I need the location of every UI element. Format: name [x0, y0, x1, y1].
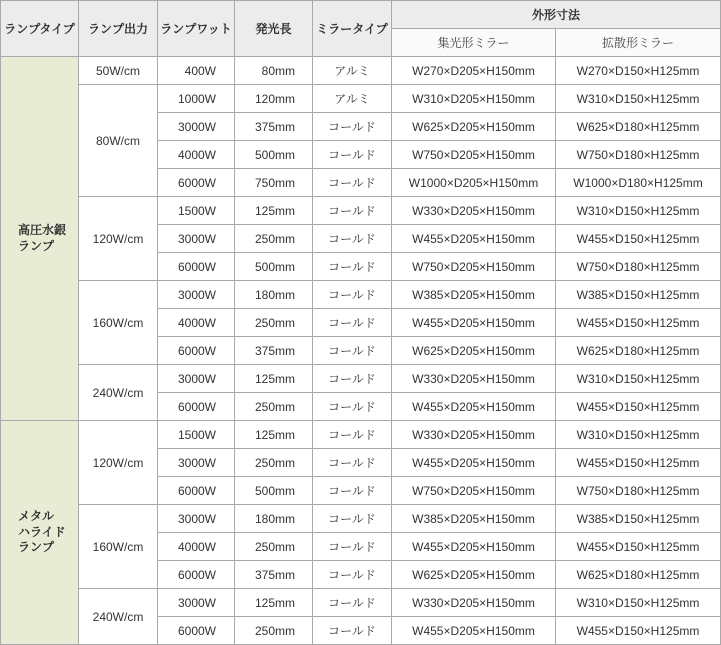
- diffuse-mirror-dimension-cell: W625×D180×H125mm: [556, 561, 720, 588]
- lamp-type-line: ランプ: [18, 540, 55, 555]
- focus-mirror-dimension-cell: W625×D205×H150mm: [392, 113, 555, 140]
- diffuse-mirror-dimension-cell: W625×D180×H125mm: [556, 337, 720, 364]
- lamp-watt-cell: 400W: [158, 57, 234, 84]
- lamp-watt-cell: 1000W: [158, 85, 234, 112]
- diffuse-mirror-dimension-cell: W385×D150×H125mm: [556, 505, 720, 532]
- diffuse-mirror-dimension-cell: W270×D150×H125mm: [556, 57, 720, 84]
- focus-mirror-dimension-cell: W330×D205×H150mm: [392, 421, 555, 448]
- emission-length-cell: 120mm: [235, 85, 312, 112]
- lamp-watt-cell: 1500W: [158, 421, 234, 448]
- header-emission-length: 発光長: [235, 1, 312, 56]
- lamp-watt-cell: 6000W: [158, 617, 234, 644]
- mirror-type-cell: コールド: [313, 253, 391, 280]
- emission-length-cell: 180mm: [235, 505, 312, 532]
- mirror-type-cell: コールド: [313, 365, 391, 392]
- focus-mirror-dimension-cell: W750×D205×H150mm: [392, 477, 555, 504]
- lamp-type-cell: [1, 57, 78, 420]
- diffuse-mirror-dimension-cell: W455×D150×H125mm: [556, 533, 720, 560]
- lamp-type-line: メタル: [18, 509, 55, 524]
- emission-length-cell: 750mm: [235, 169, 312, 196]
- diffuse-mirror-dimension-cell: W750×D180×H125mm: [556, 253, 720, 280]
- lamp-watt-cell: 3000W: [158, 281, 234, 308]
- emission-length-cell: 125mm: [235, 589, 312, 616]
- mirror-type-cell: アルミ: [313, 57, 391, 84]
- diffuse-mirror-dimension-cell: W455×D150×H125mm: [556, 449, 720, 476]
- lamp-watt-cell: 4000W: [158, 533, 234, 560]
- mirror-type-cell: コールド: [313, 589, 391, 616]
- focus-mirror-dimension-cell: W310×D205×H150mm: [392, 85, 555, 112]
- mirror-type-cell: コールド: [313, 421, 391, 448]
- emission-length-cell: 375mm: [235, 561, 312, 588]
- focus-mirror-dimension-cell: W455×D205×H150mm: [392, 617, 555, 644]
- diffuse-mirror-dimension-cell: W310×D150×H125mm: [556, 421, 720, 448]
- mirror-type-cell: コールド: [313, 477, 391, 504]
- focus-mirror-dimension-cell: W455×D205×H150mm: [392, 309, 555, 336]
- mirror-type-cell: コールド: [313, 141, 391, 168]
- lamp-output-cell: 240W/cm: [79, 589, 157, 644]
- emission-length-cell: 250mm: [235, 533, 312, 560]
- mirror-type-cell: コールド: [313, 225, 391, 252]
- mirror-type-cell: コールド: [313, 393, 391, 420]
- lamp-watt-cell: 1500W: [158, 197, 234, 224]
- focus-mirror-dimension-cell: W455×D205×H150mm: [392, 393, 555, 420]
- mirror-type-cell: コールド: [313, 309, 391, 336]
- lamp-output-cell: 120W/cm: [79, 197, 157, 280]
- diffuse-mirror-dimension-cell: W455×D150×H125mm: [556, 225, 720, 252]
- lamp-watt-cell: 3000W: [158, 505, 234, 532]
- diffuse-mirror-dimension-cell: W310×D150×H125mm: [556, 85, 720, 112]
- diffuse-mirror-dimension-cell: W455×D150×H125mm: [556, 393, 720, 420]
- lamp-watt-cell: 3000W: [158, 449, 234, 476]
- emission-length-cell: 125mm: [235, 365, 312, 392]
- emission-length-cell: 250mm: [235, 309, 312, 336]
- diffuse-mirror-dimension-cell: W1000×D180×H125mm: [556, 169, 720, 196]
- focus-mirror-dimension-cell: W1000×D205×H150mm: [392, 169, 555, 196]
- mirror-type-cell: コールド: [313, 533, 391, 560]
- emission-length-cell: 500mm: [235, 253, 312, 280]
- emission-length-cell: 500mm: [235, 477, 312, 504]
- diffuse-mirror-dimension-cell: W385×D150×H125mm: [556, 281, 720, 308]
- mirror-type-cell: アルミ: [313, 85, 391, 112]
- focus-mirror-dimension-cell: W330×D205×H150mm: [392, 197, 555, 224]
- lamp-watt-cell: 4000W: [158, 309, 234, 336]
- lamp-output-cell: 240W/cm: [79, 365, 157, 420]
- emission-length-cell: 375mm: [235, 337, 312, 364]
- header-focus-mirror: 集光形ミラー: [392, 29, 555, 56]
- focus-mirror-dimension-cell: W455×D205×H150mm: [392, 533, 555, 560]
- emission-length-cell: 250mm: [235, 617, 312, 644]
- lamp-type-line: ランプ: [18, 238, 55, 253]
- emission-length-cell: 250mm: [235, 393, 312, 420]
- diffuse-mirror-dimension-cell: W455×D150×H125mm: [556, 309, 720, 336]
- lamp-watt-cell: 4000W: [158, 141, 234, 168]
- focus-mirror-dimension-cell: W330×D205×H150mm: [392, 365, 555, 392]
- lamp-watt-cell: 3000W: [158, 113, 234, 140]
- lamp-type-line: ハライド: [18, 524, 66, 539]
- emission-length-cell: 375mm: [235, 113, 312, 140]
- focus-mirror-dimension-cell: W455×D205×H150mm: [392, 449, 555, 476]
- focus-mirror-dimension-cell: W625×D205×H150mm: [392, 561, 555, 588]
- mirror-type-cell: コールド: [313, 169, 391, 196]
- diffuse-mirror-dimension-cell: W750×D180×H125mm: [556, 141, 720, 168]
- focus-mirror-dimension-cell: W385×D205×H150mm: [392, 281, 555, 308]
- diffuse-mirror-dimension-cell: W310×D150×H125mm: [556, 589, 720, 616]
- diffuse-mirror-dimension-cell: W625×D180×H125mm: [556, 113, 720, 140]
- lamp-watt-cell: 3000W: [158, 365, 234, 392]
- lamp-watt-cell: 6000W: [158, 169, 234, 196]
- diffuse-mirror-dimension-cell: W750×D180×H125mm: [556, 477, 720, 504]
- mirror-type-cell: コールド: [313, 281, 391, 308]
- emission-length-cell: 500mm: [235, 141, 312, 168]
- mirror-type-cell: コールド: [313, 561, 391, 588]
- lamp-watt-cell: 6000W: [158, 253, 234, 280]
- lamp-watt-cell: 3000W: [158, 225, 234, 252]
- lamp-watt-cell: 6000W: [158, 337, 234, 364]
- mirror-type-cell: コールド: [313, 337, 391, 364]
- emission-length-cell: 180mm: [235, 281, 312, 308]
- mirror-type-cell: コールド: [313, 505, 391, 532]
- focus-mirror-dimension-cell: W385×D205×H150mm: [392, 505, 555, 532]
- diffuse-mirror-dimension-cell: W455×D150×H125mm: [556, 617, 720, 644]
- emission-length-cell: 250mm: [235, 225, 312, 252]
- header-mirror-type: ミラータイプ: [313, 1, 391, 56]
- focus-mirror-dimension-cell: W330×D205×H150mm: [392, 589, 555, 616]
- header-lamp-output: ランプ出力: [79, 1, 157, 56]
- emission-length-cell: 125mm: [235, 421, 312, 448]
- header-diffuse-mirror: 拡散形ミラー: [556, 29, 720, 56]
- header-dimensions: 外形寸法: [392, 1, 720, 28]
- emission-length-cell: 125mm: [235, 197, 312, 224]
- focus-mirror-dimension-cell: W625×D205×H150mm: [392, 337, 555, 364]
- focus-mirror-dimension-cell: W270×D205×H150mm: [392, 57, 555, 84]
- mirror-type-cell: コールド: [313, 617, 391, 644]
- lamp-output-cell: 120W/cm: [79, 421, 157, 504]
- lamp-watt-cell: 3000W: [158, 589, 234, 616]
- lamp-watt-cell: 6000W: [158, 477, 234, 504]
- focus-mirror-dimension-cell: W750×D205×H150mm: [392, 141, 555, 168]
- emission-length-cell: 80mm: [235, 57, 312, 84]
- lamp-watt-cell: 6000W: [158, 393, 234, 420]
- diffuse-mirror-dimension-cell: W310×D150×H125mm: [556, 197, 720, 224]
- focus-mirror-dimension-cell: W750×D205×H150mm: [392, 253, 555, 280]
- focus-mirror-dimension-cell: W455×D205×H150mm: [392, 225, 555, 252]
- lamp-output-cell: 50W/cm: [79, 57, 157, 84]
- lamp-output-cell: 80W/cm: [79, 85, 157, 196]
- mirror-type-cell: コールド: [313, 449, 391, 476]
- lamp-output-cell: 160W/cm: [79, 505, 157, 588]
- lamp-type-cell: [1, 421, 78, 644]
- header-lamp-watt: ランプワット: [158, 1, 234, 56]
- diffuse-mirror-dimension-cell: W310×D150×H125mm: [556, 365, 720, 392]
- lamp-output-cell: 160W/cm: [79, 281, 157, 364]
- emission-length-cell: 250mm: [235, 449, 312, 476]
- header-lamp-type: ランプタイプ: [1, 1, 78, 56]
- lamp-watt-cell: 6000W: [158, 561, 234, 588]
- mirror-type-cell: コールド: [313, 197, 391, 224]
- lamp-type-line: 高圧水銀: [18, 223, 67, 237]
- mirror-type-cell: コールド: [313, 113, 391, 140]
